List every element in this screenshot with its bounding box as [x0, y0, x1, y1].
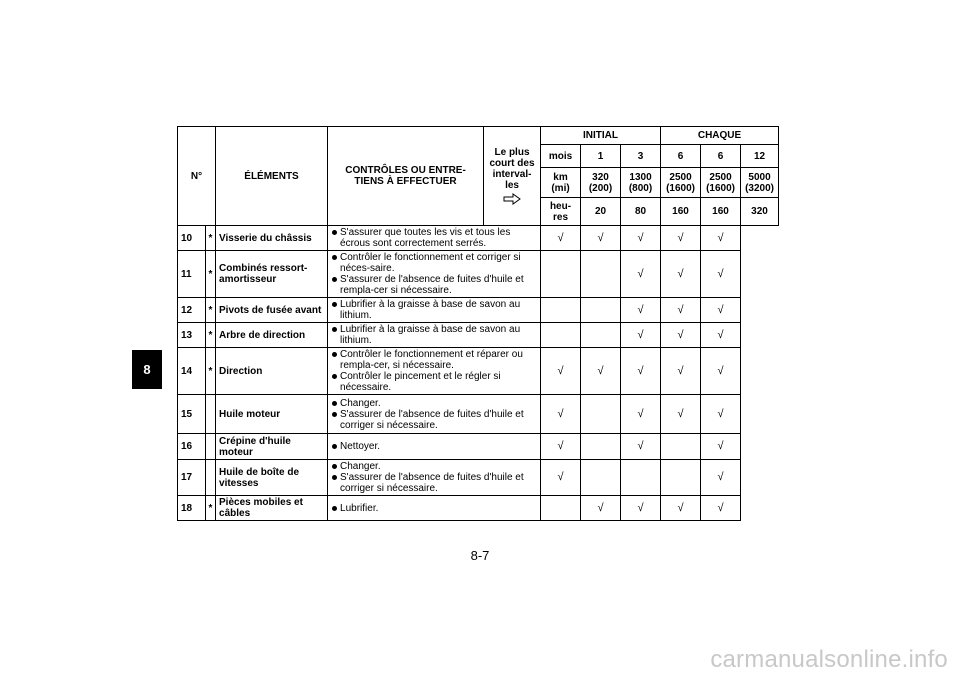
unit-value: 5000 (3200) [741, 168, 779, 198]
interval-cell [581, 323, 621, 348]
interval-cell [661, 323, 701, 348]
check-item: Lubrifier. [331, 503, 537, 514]
table-row [178, 460, 779, 496]
interval-cell [661, 496, 701, 521]
check-mark-icon: √ [677, 231, 684, 244]
interval-cell [581, 496, 621, 521]
table-row [178, 496, 779, 521]
unit-value: 320 [741, 198, 779, 226]
check-item: S'assurer de l'absence de fuites d'huile et rempla-cer si nécessaire. [331, 274, 537, 296]
row-item: Huile de boîte de vitesses [216, 460, 328, 496]
check-item: S'assurer de l'absence de fuites d'huile et corriger si nécessaire. [331, 472, 537, 494]
row-checks [328, 434, 541, 460]
interval-cell [701, 226, 741, 251]
interval-label: Le plus court des interval-les [489, 147, 535, 191]
dealer-service-mark: * [206, 298, 216, 323]
interval-cell [701, 434, 741, 460]
interval-cell [701, 348, 741, 395]
check-mark-icon: √ [717, 471, 724, 483]
header-every: CHAQUE [661, 127, 779, 145]
interval-cell [621, 434, 661, 460]
check-mark-icon: √ [637, 501, 644, 514]
interval-cell [541, 434, 581, 460]
check-mark-icon: √ [677, 407, 684, 420]
check-mark-icon: √ [557, 471, 564, 483]
check-mark-icon: √ [717, 267, 724, 280]
watermark: carmanualsonline.info [710, 646, 948, 673]
check-mark-icon: √ [717, 328, 724, 341]
check-mark-icon: √ [717, 364, 724, 377]
unit-value: 160 [661, 198, 701, 226]
interval-cell [621, 298, 661, 323]
check-mark-icon: √ [597, 364, 604, 377]
check-item: Changer. [331, 461, 537, 472]
checks-list [331, 398, 537, 431]
check-mark-icon: √ [637, 407, 644, 420]
header-items: ÉLÉMENTS [216, 127, 328, 226]
table-row [178, 348, 779, 395]
table-body [178, 226, 779, 521]
interval-cell [621, 323, 661, 348]
check-mark-icon: √ [637, 364, 644, 377]
row-number: 14 [178, 348, 206, 395]
interval-cell [581, 298, 621, 323]
table-row [178, 226, 779, 251]
interval-cell [701, 298, 741, 323]
row-number: 12 [178, 298, 206, 323]
row-item: Crépine d'huile moteur [216, 434, 328, 460]
unit-value: 320 (200) [581, 168, 621, 198]
unit-label: km (mi) [541, 168, 581, 198]
row-checks [328, 226, 541, 251]
checks-list [331, 461, 537, 494]
row-checks [328, 323, 541, 348]
interval-cell [621, 395, 661, 434]
interval-cell [661, 226, 701, 251]
header-initial: INITIAL [541, 127, 661, 145]
interval-cell [581, 434, 621, 460]
row-number: 15 [178, 395, 206, 434]
dealer-service-mark: * [206, 323, 216, 348]
maintenance-table [177, 126, 779, 521]
interval-cell [621, 460, 661, 496]
unit-label: heu-res [541, 198, 581, 226]
check-mark-icon: √ [717, 501, 724, 514]
check-mark-icon: √ [557, 440, 564, 452]
unit-value: 6 [701, 145, 741, 168]
check-mark-icon: √ [677, 328, 684, 341]
checks-list [331, 441, 537, 452]
header-no: N° [178, 127, 216, 226]
interval-cell [661, 434, 701, 460]
interval-cell [621, 226, 661, 251]
page-number: 8-7 [470, 548, 490, 563]
dealer-service-mark: * [206, 348, 216, 395]
check-mark-icon: √ [637, 328, 644, 341]
check-mark-icon: √ [717, 303, 724, 316]
dealer-service-mark: * [206, 496, 216, 521]
check-mark-icon: √ [597, 231, 604, 244]
dealer-service-mark [206, 434, 216, 460]
unit-value: 12 [741, 145, 779, 168]
row-item: Arbre de direction [216, 323, 328, 348]
row-number: 18 [178, 496, 206, 521]
unit-value: 3 [621, 145, 661, 168]
interval-cell [701, 395, 741, 434]
check-mark-icon: √ [717, 231, 724, 244]
check-item: S'assurer de l'absence de fuites d'huile et corriger si nécessaire. [331, 409, 537, 431]
check-item: Contrôler le pincement et le régler si nécessaire. [331, 371, 537, 393]
interval-cell [701, 460, 741, 496]
check-mark-icon: √ [677, 303, 684, 316]
check-item: S'assurer que toutes les vis et tous les écrous sont correctement serrés. [331, 227, 537, 249]
check-mark-icon: √ [597, 501, 604, 514]
interval-cell [661, 348, 701, 395]
dealer-service-mark: * [206, 226, 216, 251]
row-number: 13 [178, 323, 206, 348]
dealer-service-mark [206, 460, 216, 496]
header-checks: CONTRÔLES OU ENTRE-TIENS À EFFECTUER [328, 127, 484, 226]
interval-cell [581, 226, 621, 251]
chapter-tab: 8 [132, 350, 162, 389]
table-row [178, 251, 779, 298]
check-mark-icon: √ [637, 231, 644, 244]
checks-list [331, 227, 537, 249]
check-item: Contrôler le fonctionnement et corriger si néces-saire. [331, 252, 537, 274]
row-number: 11 [178, 251, 206, 298]
row-item: Direction [216, 348, 328, 395]
checks-list [331, 324, 537, 346]
row-checks [328, 460, 541, 496]
check-item: Lubrifier à la graisse à base de savon au lithium. [331, 299, 537, 321]
unit-value: 160 [701, 198, 741, 226]
interval-cell [541, 395, 581, 434]
unit-label: mois [541, 145, 581, 168]
row-number: 10 [178, 226, 206, 251]
unit-value: 20 [581, 198, 621, 226]
check-mark-icon: √ [677, 364, 684, 377]
check-item: Nettoyer. [331, 441, 537, 452]
table-row [178, 395, 779, 434]
table-row [178, 298, 779, 323]
interval-cell [541, 323, 581, 348]
row-number: 17 [178, 460, 206, 496]
check-mark-icon: √ [637, 267, 644, 280]
interval-cell [621, 348, 661, 395]
interval-cell [541, 226, 581, 251]
interval-cell [541, 298, 581, 323]
unit-value: 2500 (1600) [661, 168, 701, 198]
unit-value: 80 [621, 198, 661, 226]
row-item: Pivots de fusée avant [216, 298, 328, 323]
interval-cell [581, 348, 621, 395]
interval-cell [661, 298, 701, 323]
check-mark-icon: √ [717, 407, 724, 420]
arrow-right-outline-icon [503, 193, 521, 205]
row-number: 16 [178, 434, 206, 460]
interval-cell [541, 251, 581, 298]
interval-cell [621, 251, 661, 298]
check-item: Lubrifier à la graisse à base de savon au lithium. [331, 324, 537, 346]
unit-value: 1300 (800) [621, 168, 661, 198]
interval-cell [581, 251, 621, 298]
check-item: Contrôler le fonctionnement et réparer ou rempla-cer, si nécessaire. [331, 349, 537, 371]
unit-value: 2500 (1600) [701, 168, 741, 198]
header-interval [484, 127, 541, 226]
row-checks [328, 251, 541, 298]
interval-cell [541, 348, 581, 395]
checks-list [331, 349, 537, 393]
interval-cell [661, 460, 701, 496]
checks-list [331, 503, 537, 514]
interval-cell [581, 460, 621, 496]
check-mark-icon: √ [677, 501, 684, 514]
check-mark-icon: √ [677, 267, 684, 280]
check-item: Changer. [331, 398, 537, 409]
table-row [178, 434, 779, 460]
interval-cell [621, 496, 661, 521]
row-item: Pièces mobiles et câbles [216, 496, 328, 521]
interval-cell [701, 251, 741, 298]
row-checks [328, 348, 541, 395]
interval-cell [541, 496, 581, 521]
row-checks [328, 395, 541, 434]
row-item: Huile moteur [216, 395, 328, 434]
check-mark-icon: √ [557, 407, 564, 420]
checks-list [331, 299, 537, 321]
check-mark-icon: √ [637, 303, 644, 316]
table-row [178, 323, 779, 348]
unit-value: 6 [661, 145, 701, 168]
dealer-service-mark: * [206, 251, 216, 298]
interval-cell [661, 395, 701, 434]
interval-cell [541, 460, 581, 496]
interval-cell [581, 395, 621, 434]
checks-list [331, 252, 537, 296]
interval-cell [701, 323, 741, 348]
row-checks [328, 298, 541, 323]
interval-cell [701, 496, 741, 521]
row-item: Visserie du châssis [216, 226, 328, 251]
check-mark-icon: √ [557, 364, 564, 377]
check-mark-icon: √ [637, 440, 644, 452]
row-item: Combinés ressort-amortisseur [216, 251, 328, 298]
check-mark-icon: √ [557, 231, 564, 244]
unit-value: 1 [581, 145, 621, 168]
check-mark-icon: √ [717, 440, 724, 452]
table-header [178, 127, 779, 226]
dealer-service-mark [206, 395, 216, 434]
row-checks [328, 496, 541, 521]
interval-cell [661, 251, 701, 298]
